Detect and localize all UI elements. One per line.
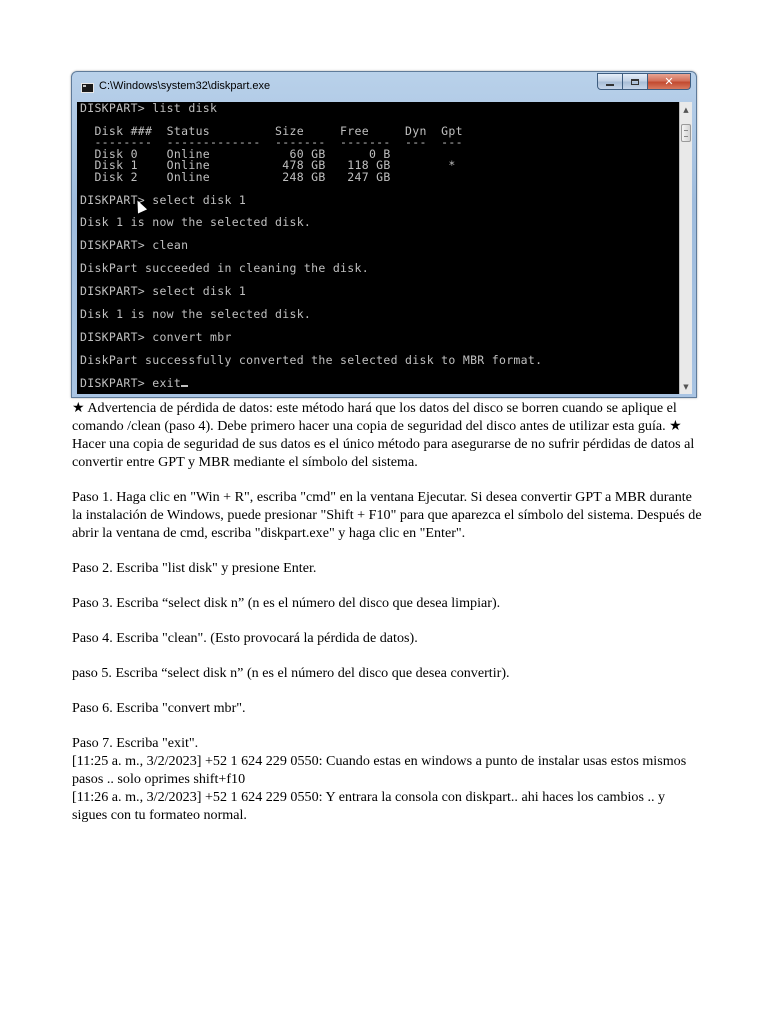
data-loss-warning: ★ Advertencia de pérdida de datos: este método hará que los datos del disco se borren cuando se aplique el comando /clean (paso 4). Debe primero hacer una copia de seguridad del disco antes de utilizar esta guía. ★ Hacer una copia de seguridad de sus datos es el único método para asegurarse de no sufrir pérdidas de datos al convertir entre GPT y MBR mediante el símbolo del sistema. <box>72 400 695 470</box>
minimize-button[interactable] <box>597 73 623 90</box>
console-output[interactable] <box>77 102 679 394</box>
console-line: Disk 0 Online 60 GB 0 B <box>80 146 391 161</box>
step-1: Paso 1. Haga clic en "Win + R", escriba "cmd" en la ventana Ejecutar. Si desea convertir GPT a MBR durante la instalación de Windows, puede presionar "Shift + F10" para que aparezca el símbolo del sistema. Después de abrir la ventana de cmd, escriba "diskpart.exe" y haga clic en "Enter". <box>72 489 702 541</box>
console-line: DISKPART> select disk 1 <box>80 284 247 298</box>
minimize-icon <box>606 84 614 86</box>
console-line: -------- ------------- ------- ------- --- --- <box>80 135 463 150</box>
console-line: DISKPART> exit <box>80 378 542 389</box>
maximize-button[interactable] <box>623 73 648 90</box>
console-lines <box>80 103 542 389</box>
console-line: DISKPART> select disk 1 <box>80 192 247 207</box>
close-button[interactable] <box>648 73 691 90</box>
step-5: paso 5. Escriba “select disk n” (n es el número del disco que desea convertir). <box>72 665 510 681</box>
document-body <box>72 399 702 824</box>
scroll-thumb[interactable] <box>681 124 691 142</box>
title-bar[interactable] <box>72 72 696 102</box>
step-7: Paso 7. Escriba "exit". <box>72 735 199 751</box>
scroll-down-arrow-icon[interactable]: ▼ <box>683 382 689 391</box>
step-2: Paso 2. Escriba "list disk" y presione Enter. <box>72 560 317 576</box>
window-controls <box>597 73 691 91</box>
console-line: Disk 1 Online 478 GB 118 GB * <box>80 158 456 173</box>
console-line: DISKPART> convert mbr <box>80 329 232 344</box>
console-line: DISKPART> list disk <box>80 102 218 115</box>
diskpart-window <box>71 71 697 398</box>
chat-message-1: [11:25 a. m., 3/2/2023] +52 1 624 229 0550: Cuando estas en windows a punto de instalar usas estos mismos pasos .. solo oprimes shift+f10 <box>72 753 687 787</box>
console-line: DiskPart successfully converted the selected disk to MBR format. <box>80 352 543 367</box>
step-4: Paso 4. Escriba "clean". (Esto provocará la pérdida de datos). <box>72 630 418 646</box>
console-line: Disk 1 is now the selected disk. <box>80 215 312 230</box>
close-icon: ✕ <box>664 75 674 88</box>
console-line: Disk ### Status Size Free Dyn Gpt <box>80 123 463 138</box>
text-cursor <box>181 385 188 387</box>
chat-message-2: [11:26 a. m., 3/2/2023] +52 1 624 229 0550: Y entrara la consola con diskpart.. ahi haces los cambios .. y sigues con tu formateo normal. <box>72 789 666 823</box>
maximize-icon <box>631 79 639 85</box>
step-6: Paso 6. Escriba "convert mbr". <box>72 700 246 716</box>
console-line: DISKPART> clean <box>80 238 189 253</box>
console-app-icon <box>81 83 94 93</box>
console-scrollbar[interactable] <box>679 102 692 394</box>
console-line: DiskPart succeeded in cleaning the disk. <box>80 261 369 276</box>
console-line: Disk 1 is now the selected disk. <box>80 306 312 321</box>
window-title: C:\Windows\system32\diskpart.exe <box>99 80 271 92</box>
console-line: Disk 2 Online 248 GB 247 GB <box>80 169 391 184</box>
step-3: Paso 3. Escriba “select disk n” (n es el número del disco que desea limpiar). <box>72 595 501 611</box>
scroll-up-arrow-icon[interactable]: ▲ <box>683 105 689 114</box>
